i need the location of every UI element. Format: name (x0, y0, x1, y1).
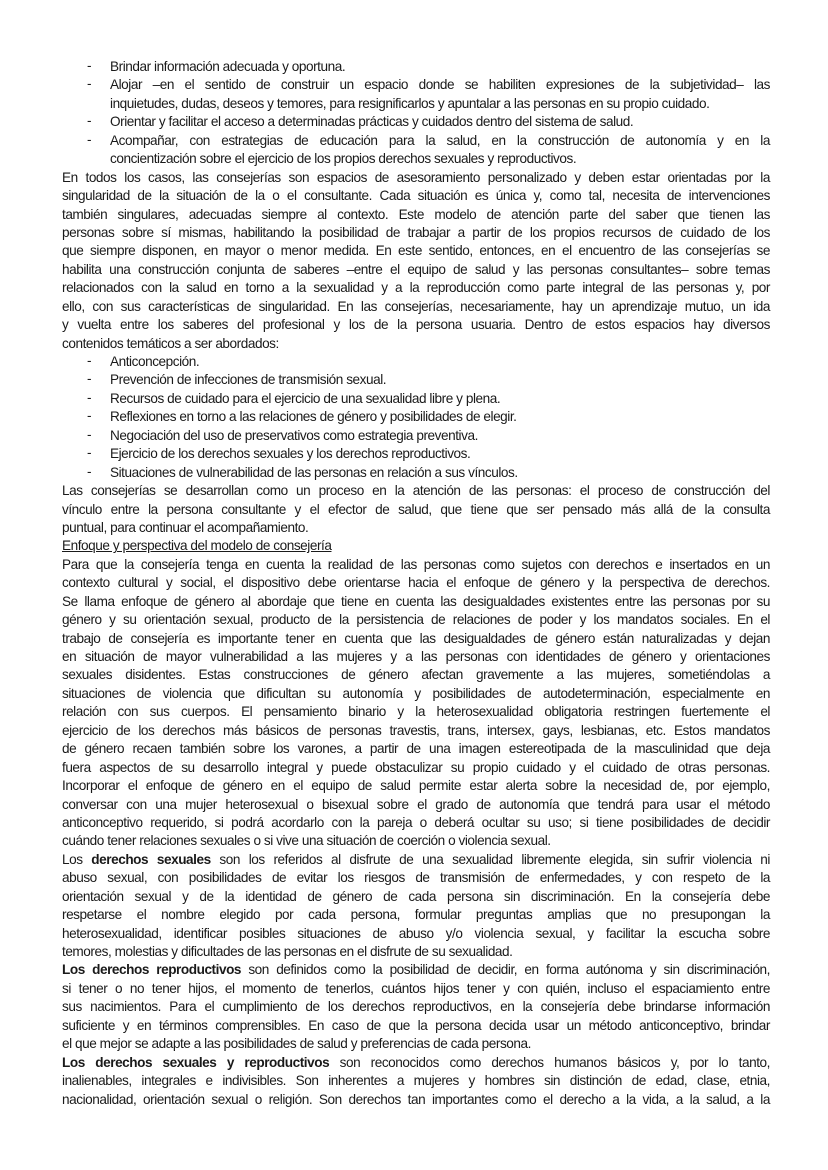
paragraph (62, 482, 770, 537)
paragraph-line: fuera aspectos de su desarrollo integral y puede obstaculizar su propio cuidado y el cuidado de otras personas. (62, 759, 770, 775)
bullet-dash: - (87, 113, 92, 129)
bullet-dash: - (87, 131, 92, 147)
section-heading: Enfoque y perspectiva del modelo de consejería (62, 538, 332, 554)
bullet-dash: - (87, 353, 92, 368)
bold-term: Los derechos sexuales y reproductivos (62, 1054, 330, 1070)
list-item-line: Acompañar, con estrategias de educación para la salud, en la construcción de autonomía y en la (110, 132, 770, 148)
paragraph-line: orientación sexual y de la identidad de género de cada persona sin discriminación. En la consejería debe (62, 888, 770, 904)
paragraph-line: abuso sexual, con posibilidades de evitar los riesgos de transmisión de enfermedades, y con respeto de la (62, 870, 770, 886)
list-item (62, 76, 770, 113)
paragraph-line: Para que la consejería tenga en cuenta la realidad de las personas como sujetos con derechos e insertados en un (62, 556, 770, 572)
bold-term: Los derechos reproductivos (62, 962, 242, 978)
paragraph-line: habilita una construcción conjunta de saberes –entre el equipo de salud y las personas consultantes– sobre temas (62, 261, 770, 277)
paragraph-line: contenidos temáticos a ser abordados: (62, 335, 279, 351)
paragraph-line: sexuales disidentes. Estas construcciones de género afectan gravemente a las mujeres, sometiéndolas a (62, 667, 770, 683)
list-item-line: inquietudes, dudas, deseos y temores, para resignificarlos y apuntalar a las personas en su propio cuidado. (110, 95, 710, 111)
paragraph-line: ello, con sus características de singularidad. En las consejerías, necesariamente, hay un aprendizaje mutuo, un ida (62, 298, 770, 314)
text-segment: son definidos como la posibilidad de decidir, en forma autónoma y sin discriminación, (241, 962, 770, 978)
paragraph-line: Incorporar el enfoque de género en el equipo de salud permite estar alerta sobre la necesidad de, por ejemplo, (62, 778, 770, 794)
paragraph-line: género y su orientación sexual, producto de la persistencia de relaciones de poder y los mandatos sociales. En el (62, 612, 770, 628)
paragraph-line: vínculo entre la persona consultante y el efector de salud, que tiene que ser pensado más allá de la consulta (62, 501, 770, 517)
list-item (62, 132, 770, 169)
bullet-dash: - (87, 426, 92, 442)
list-item-line: Negociación del uso de preservativos como estrategia preventiva. (110, 427, 478, 443)
paragraph-line: el que mejor se adapte a las posibilidades de salud y preferencias de cada persona. (62, 1036, 531, 1052)
paragraph-line: temores, molestias y dificultades de las personas en el disfrute de su sexualidad. (62, 944, 513, 959)
list-item (62, 445, 770, 463)
paragraph-line: si tener o no tener hijos, el momento de tenerlos, cuántos hijos tener y con quién, incluso el espaciamiento entre (62, 980, 770, 996)
paragraph-line: nacionalidad, orientación sexual o religión. Son derechos tan importantes como el derecho a la vida, a la salud, a la (62, 1091, 770, 1107)
bullet-list (62, 58, 770, 169)
paragraph-line: heterosexualidad, identificar posibles situaciones de abuso y/o violencia sexual, y facilitar la escucha sobre (62, 925, 770, 941)
paragraph-line: puntual, para continuar el acompañamiento. (62, 519, 309, 535)
list-item-line: Prevención de infecciones de transmisión sexual. (110, 372, 387, 388)
list-item (62, 427, 770, 445)
paragraph-line: ejercicio de los derechos más básicos de personas travestis, trans, intersex, gays, lesbianas, etc. Estos mandatos (62, 722, 770, 738)
paragraph-line: también singulares, adecuadas siempre al contexto. Este modelo de atención parte del saber que tienen las (62, 206, 770, 222)
paragraph-line: suficiente y en términos comprensibles. En caso de que la persona decida usar un método anticonceptivo, brindar (62, 1017, 770, 1033)
list-item (62, 58, 770, 76)
paragraph-line: inalienables, integrales e indivisibles. Son inherentes a mujeres y hombres sin distinción de edad, clase, etnia, (62, 1073, 770, 1089)
paragraph-line: Se llama enfoque de género al abordaje que tiene en cuenta las desigualdades existentes entre las personas por su (62, 593, 770, 609)
paragraph (62, 1054, 770, 1109)
paragraph-line: cuándo tener relaciones sexuales o si vive una situación de coerción o violencia sexual. (62, 833, 551, 849)
bullet-dash: - (87, 389, 92, 405)
list-item (62, 408, 770, 426)
paragraph-line: de género recaen también sobre los varones, a partir de una imagen estereotipada de la masculinidad que deja (62, 741, 770, 757)
paragraph-line: conversar con una mujer heterosexual o bisexual sobre el grado de autonomía que tendrá para usar el método (62, 796, 770, 812)
list-item (62, 113, 770, 131)
paragraph-line: En todos los casos, las consejerías son espacios de asesoramiento personalizado y deben estar orientadas por la (62, 169, 770, 185)
paragraph (62, 851, 770, 962)
paragraph-line: Las consejerías se desarrollan como un proceso en la atención de las personas: el proceso de construcción del (62, 483, 770, 499)
bullet-dash: - (87, 463, 92, 479)
paragraph (62, 556, 770, 851)
list-item-line: Brindar información adecuada y oportuna. (110, 59, 346, 74)
bullet-list (62, 353, 770, 482)
text-segment: son reconocidos como derechos humanos básicos y, por lo tanto, (329, 1054, 770, 1070)
paragraph-line (62, 1054, 770, 1072)
text-segment: son los referidos al disfrute de una sexualidad libremente elegida, sin sufrir violencia ni (210, 851, 770, 867)
paragraph-line: sus nacimientos. Para el cumplimiento de los derechos reproductivos, en la consejería debe brindarse información (62, 999, 770, 1015)
paragraph (62, 169, 770, 353)
paragraph (62, 961, 770, 1053)
paragraph-line: relacionados con la salud en torno a la sexualidad y a la reproducción como parte integral de las personas y, por (62, 280, 770, 296)
paragraph-line: situaciones de violencia que dificultan su autonomía y posibilidades de autodeterminación, especialmente en (62, 685, 770, 701)
list-item-line: Recursos de cuidado para el ejercicio de una sexualidad libre y plena. (110, 390, 501, 406)
paragraph-line: en situación de mayor vulnerabilidad a las mujeres y a las personas con identidades de género y orientaciones (62, 649, 770, 664)
paragraph-line: singularidad de la situación de la o el consultante. Cada situación es única y, como tal, necesita de intervenciones (62, 188, 770, 204)
bullet-dash: - (87, 445, 92, 461)
paragraph-line: respetarse el nombre elegido por cada persona, formular preguntas amplias que no presupongan la (62, 907, 770, 923)
bullet-dash: - (87, 76, 92, 92)
list-item (62, 353, 770, 371)
list-item-line: Ejercicio de los derechos sexuales y los derechos reproductivos. (110, 446, 471, 462)
list-item-line: Situaciones de vulnerabilidad de las personas en relación a sus vínculos. (110, 464, 518, 480)
paragraph-line: que siempre disponen, en mayor o menor medida. En este sentido, entonces, en el encuentro de las consejerías se (62, 243, 770, 259)
list-item-line: Alojar –en el sentido de construir un espacio donde se habiliten expresiones de la subjetividad– las (110, 77, 770, 93)
list-item (62, 390, 770, 408)
paragraph-line: contexto cultural y social, el dispositivo debe orientarse hacia el enfoque de género y la perspectiva de derechos. (62, 575, 770, 591)
bullet-dash: - (87, 371, 92, 387)
paragraph-line: anticonceptivo requerido, si podrá acordarlo con la pareja o deberá ocultar su uso; si tiene posibilidades de decidir (62, 814, 770, 830)
list-item-line: Anticoncepción. (110, 354, 200, 369)
list-item (62, 464, 770, 482)
list-item (62, 371, 770, 389)
bold-term: derechos sexuales (91, 851, 211, 867)
bullet-dash: - (87, 58, 92, 73)
paragraph-line: relación con sus cuerpos. El pensamiento binario y la heterosexualidad obligatoria restringen fuertemente el (62, 704, 770, 720)
document-body (62, 58, 770, 1109)
list-item-line: Reflexiones en torno a las relaciones de género y posibilidades de elegir. (110, 409, 517, 425)
paragraph-line (62, 961, 770, 979)
list-item-line: concientización sobre el ejercicio de los propios derechos sexuales y reproductivos. (110, 151, 577, 167)
paragraph-line: trabajo de consejería es importante tener en cuenta que las desigualdades de género están naturalizadas y dejan (62, 630, 770, 646)
text-segment: Los (62, 851, 92, 867)
list-item-line: Orientar y facilitar el acceso a determinadas prácticas y cuidados dentro del sistema de salud. (110, 114, 634, 130)
paragraph-line: y vuelta entre los saberes del profesional y los de la persona usuaria. Dentro de estos espacios hay diversos (62, 317, 770, 333)
paragraph-line: personas sobre sí mismas, habilitando la posibilidad de trabajar a partir de los propios recursos de cuidado de los (62, 224, 770, 240)
bullet-dash: - (87, 408, 92, 424)
paragraph-line (62, 851, 770, 869)
